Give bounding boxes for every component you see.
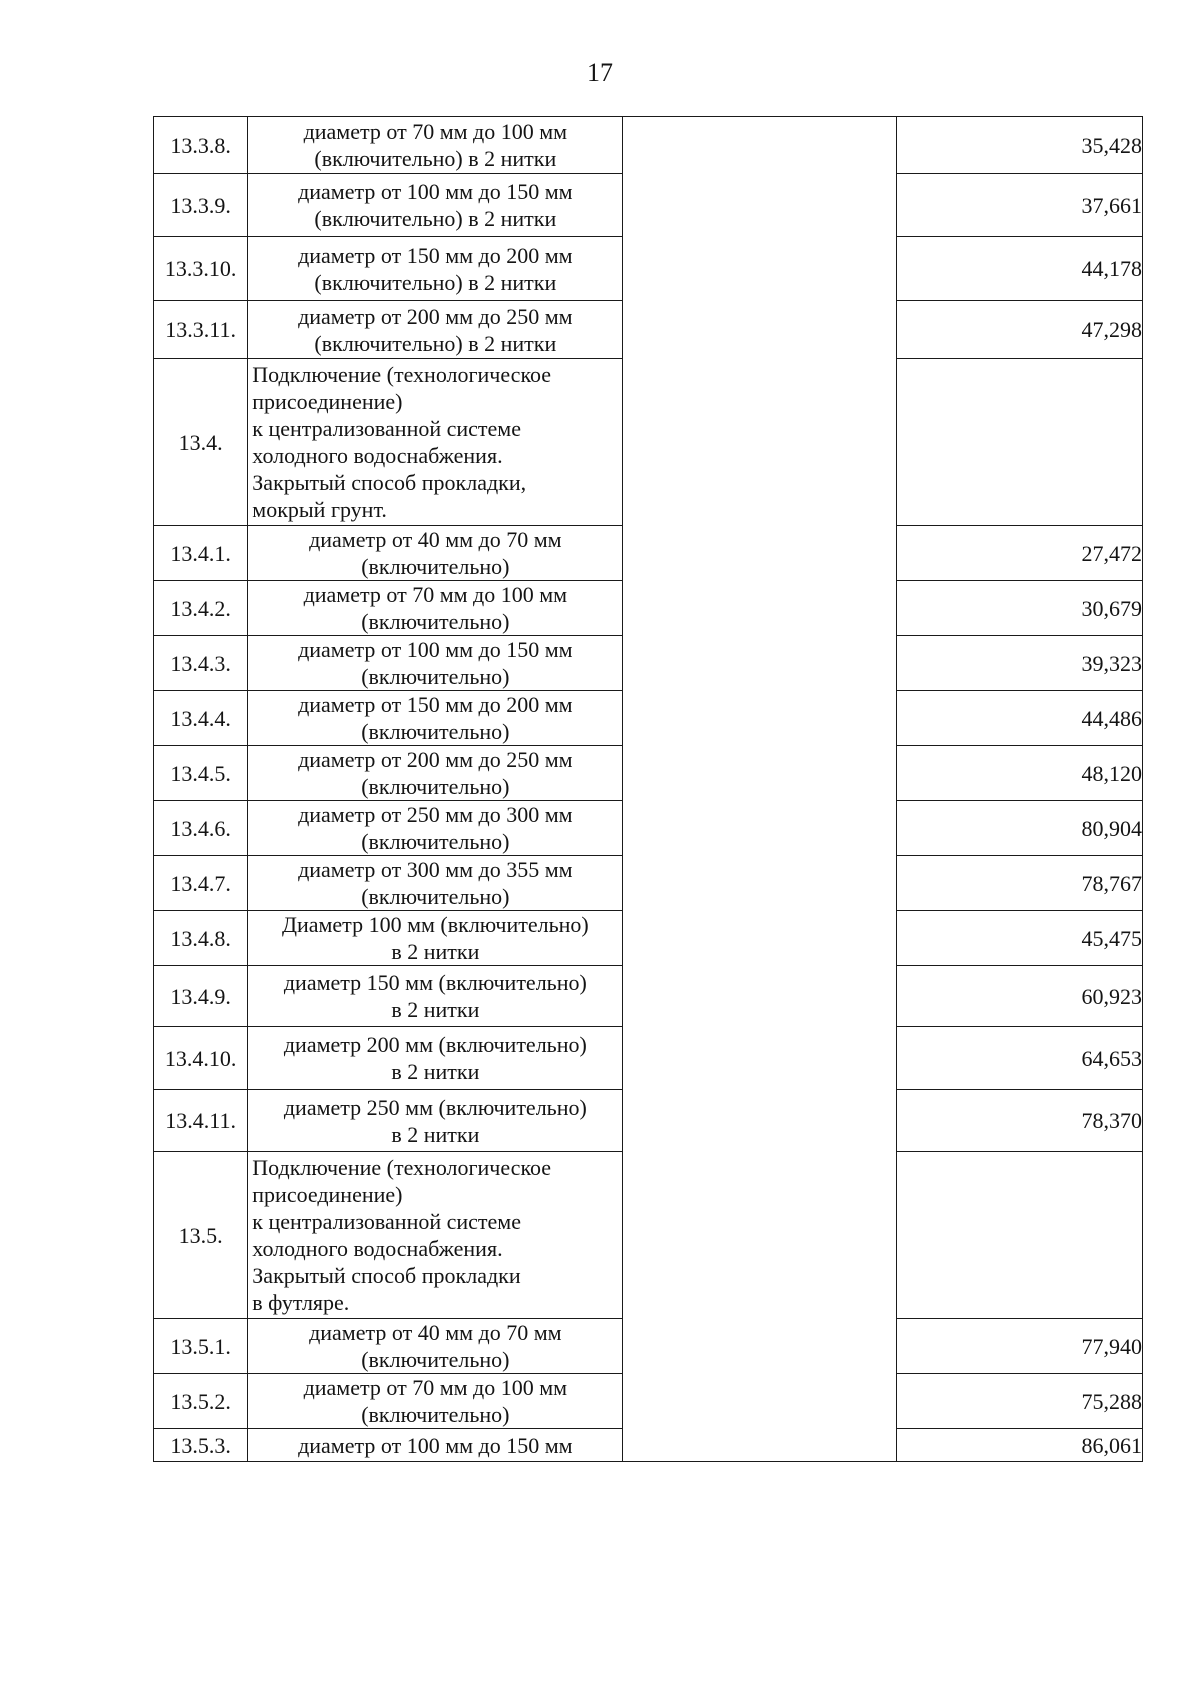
description-line: (включительно): [361, 554, 510, 579]
row-description: [248, 359, 623, 526]
row-code: 13.4.: [154, 359, 248, 526]
description-line: (включительно): [361, 884, 510, 909]
description-line: диаметр 250 мм (включительно): [283, 1094, 587, 1120]
row-price: 75,288: [897, 1374, 1143, 1429]
description-line: в 2 нитки: [391, 1059, 480, 1084]
description-line: (включительно) в 2 нитки: [314, 206, 557, 231]
description-line: диаметр от 200 мм до 250 мм: [298, 303, 573, 329]
description-line: (включительно): [361, 1402, 510, 1427]
row-description: [248, 1027, 623, 1090]
description-line: диаметр от 40 мм до 70 мм: [309, 1320, 562, 1345]
row-price: [897, 1152, 1143, 1319]
description-line: диаметр от 40 мм до 70 мм: [309, 527, 562, 552]
description-line: диаметр от 70 мм до 100 мм: [303, 582, 568, 607]
description-line: диаметр 150 мм (включительно): [283, 970, 587, 995]
row-description: [248, 636, 623, 691]
description-line: (включительно): [361, 829, 510, 854]
row-description: [248, 174, 623, 237]
row-description: [248, 581, 623, 636]
row-price: 78,370: [897, 1090, 1143, 1152]
row-code: 13.4.11.: [154, 1090, 248, 1152]
row-code: 13.5.2.: [154, 1374, 248, 1429]
row-description: [248, 117, 623, 174]
row-price: 35,428: [897, 117, 1143, 174]
row-code: 13.4.4.: [154, 691, 248, 746]
row-description: [248, 1319, 623, 1374]
tariff-table: [153, 116, 1143, 1462]
row-code: 13.4.8.: [154, 911, 248, 966]
row-code: 13.5.1.: [154, 1319, 248, 1374]
description-line: (включительно): [361, 1347, 510, 1372]
row-description: [248, 526, 623, 581]
row-description: [248, 911, 623, 966]
row-price: 48,120: [897, 746, 1143, 801]
row-code: 13.3.10.: [154, 237, 248, 301]
description-line: диаметр 200 мм (включительно): [283, 1032, 587, 1057]
row-code: 13.3.9.: [154, 174, 248, 237]
description-line: к централизованной системе: [252, 416, 521, 441]
row-description: [248, 966, 623, 1027]
description-line: в 2 нитки: [391, 1121, 480, 1147]
description-line: диаметр от 200 мм до 250 мм: [298, 747, 573, 772]
row-price: 45,475: [897, 911, 1143, 966]
description-line: (включительно): [361, 664, 510, 689]
description-line: присоединение): [252, 389, 403, 414]
row-description: [248, 801, 623, 856]
row-price: 64,653: [897, 1027, 1143, 1090]
description-line: (включительно): [361, 719, 510, 744]
row-code: 13.4.10.: [154, 1027, 248, 1090]
row-price: 86,061: [897, 1429, 1143, 1462]
description-line: Подключение (технологическое: [252, 362, 552, 387]
row-price: 80,904: [897, 801, 1143, 856]
row-price: 27,472: [897, 526, 1143, 581]
row-description: [248, 1374, 623, 1429]
row-price: [897, 359, 1143, 526]
description-line: диаметр от 150 мм до 200 мм: [298, 692, 573, 717]
row-code: 13.4.3.: [154, 636, 248, 691]
description-line: Закрытый способ прокладки: [252, 1263, 521, 1288]
row-code: 13.4.7.: [154, 856, 248, 911]
description-line: Диаметр 100 мм (включительно): [281, 912, 589, 937]
row-price: 78,767: [897, 856, 1143, 911]
row-price: 39,323: [897, 636, 1143, 691]
table-row: [154, 117, 1143, 174]
description-line: диаметр от 100 мм до 150 мм: [298, 179, 573, 204]
row-code: 13.3.8.: [154, 117, 248, 174]
row-price: 30,679: [897, 581, 1143, 636]
page-number: 17: [587, 58, 613, 87]
description-line: (включительно): [361, 774, 510, 799]
description-line: холодного водоснабжения.: [252, 443, 503, 468]
description-line: диаметр от 100 мм до 150 мм: [298, 637, 573, 662]
description-line: диаметр от 100 мм до 150 мм: [298, 1432, 573, 1458]
row-price: 44,486: [897, 691, 1143, 746]
description-line: в 2 нитки: [391, 997, 480, 1022]
row-description: [248, 691, 623, 746]
description-line: диаметр от 150 мм до 200 мм: [298, 242, 573, 268]
description-line: к централизованной системе: [252, 1209, 521, 1234]
description-line: присоединение): [252, 1182, 403, 1207]
description-line: диаметр от 70 мм до 100 мм: [303, 119, 568, 144]
description-line: диаметр от 70 мм до 100 мм: [303, 1375, 568, 1400]
row-description: [248, 1090, 623, 1152]
row-description: [248, 746, 623, 801]
row-code: 13.5.: [154, 1152, 248, 1319]
description-line: (включительно) в 2 нитки: [314, 330, 557, 356]
row-code: 13.5.3.: [154, 1429, 248, 1462]
row-price: 47,298: [897, 301, 1143, 359]
description-line: в 2 нитки: [391, 939, 480, 964]
description-line: в футляре.: [252, 1290, 350, 1315]
row-description: [248, 1152, 623, 1319]
row-price: 60,923: [897, 966, 1143, 1027]
row-code: 13.3.11.: [154, 301, 248, 359]
description-line: Подключение (технологическое: [252, 1155, 552, 1180]
row-code: 13.4.5.: [154, 746, 248, 801]
row-description: [248, 237, 623, 301]
unit-column: [623, 117, 897, 1462]
description-line: (включительно) в 2 нитки: [314, 269, 557, 295]
row-price: 44,178: [897, 237, 1143, 301]
description-line: диаметр от 300 мм до 355 мм: [298, 857, 573, 882]
row-code: 13.4.2.: [154, 581, 248, 636]
row-description: [248, 1429, 623, 1462]
row-price: 37,661: [897, 174, 1143, 237]
table-body: [154, 117, 1143, 1462]
row-description: [248, 856, 623, 911]
description-line: холодного водоснабжения.: [252, 1236, 503, 1261]
description-line: мокрый грунт.: [252, 497, 387, 522]
row-code: 13.4.1.: [154, 526, 248, 581]
description-line: (включительно): [361, 609, 510, 634]
description-line: Закрытый способ прокладки,: [252, 470, 527, 495]
row-code: 13.4.9.: [154, 966, 248, 1027]
row-code: 13.4.6.: [154, 801, 248, 856]
description-line: диаметр от 250 мм до 300 мм: [298, 802, 573, 827]
description-line: (включительно) в 2 нитки: [314, 146, 557, 171]
row-description: [248, 301, 623, 359]
row-price: 77,940: [897, 1319, 1143, 1374]
